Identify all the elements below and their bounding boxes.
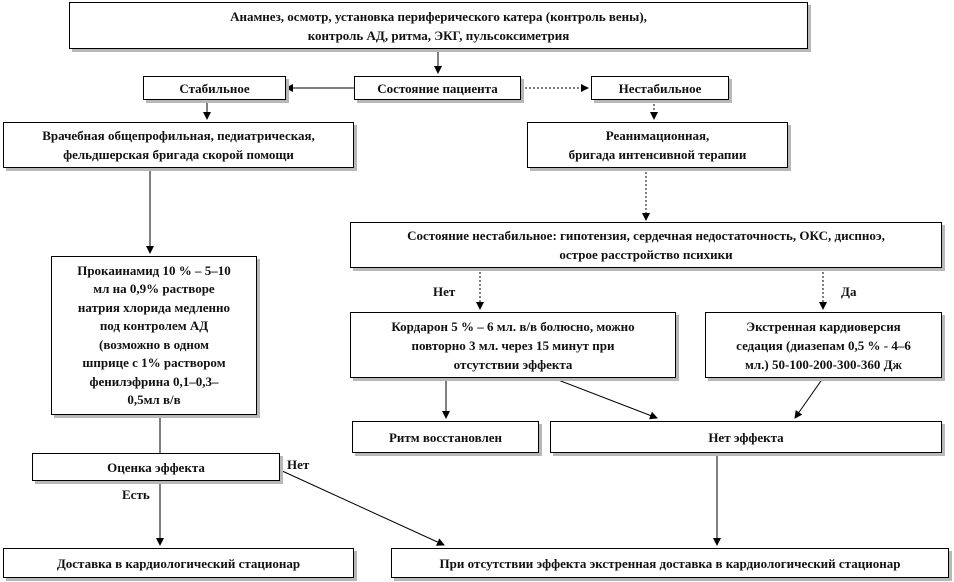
delivery-cardio-box: Доставка в кардиологический стационар — [3, 548, 354, 578]
rhythm-restored-box: Ритм восстановлен — [352, 421, 539, 453]
label-no-left: Нет — [433, 284, 456, 299]
no-effect-box: Нет эффекта — [550, 421, 942, 453]
procainamide-box: Прокаинамид 10 % – 5–10 мл на 0,9% растворе натрия хлорида медленно под контролем АД (возможно в одном шприце с 1% раствором фенилэфрина 0,1–0,3– 0,5мл в/в — [51, 256, 257, 415]
patient-state-box: Состояние пациента — [354, 76, 521, 100]
arrow-eval-to-emergency — [280, 470, 444, 545]
icu-team-box: Реанимационная, бригада интенсивной терапии — [527, 122, 788, 168]
unstable-box: Нестабильное — [591, 76, 729, 100]
emergency-delivery-box: При отсутствии эффекта экстренная доставка в кардиологический стационар — [391, 548, 949, 578]
general-team-box: Врачебная общепрофильная, педиатрическая, фельдшерская бригада скорой помощи — [3, 122, 354, 168]
unstable-state-box: Состояние нестабильное: гипотензия, сердечная недостаточность, ОКС, диспноэ, острое расстройство психики — [350, 222, 942, 268]
arrow-cardioversion-to-no-effect — [795, 378, 823, 418]
cardioversion-box: Экстренная кардиоверсия седация (диазепам 0,5 % - 4–6 мл.) 50-100-200-300-360 Дж — [705, 312, 942, 378]
cordarone-box: Кордарон 5 % – 6 мл. в/в болюсно, можно повторно 3 мл. через 15 минут при отсутствии эффекта — [350, 312, 676, 378]
label-yes-right: Да — [841, 284, 857, 299]
label-yes-eval: Есть — [122, 487, 150, 502]
arrow-cordarone-to-no-effect — [553, 378, 657, 418]
anamnesis-box: Анамнез, осмотр, установка периферического катера (контроль вены), контроль АД, ритма, ЭКГ, пульсоксиметрия — [69, 2, 808, 49]
effect-evaluation-box: Оценка эффекта — [32, 453, 280, 481]
stable-box: Стабильное — [143, 76, 286, 100]
label-no-eval: Нет — [287, 457, 310, 472]
